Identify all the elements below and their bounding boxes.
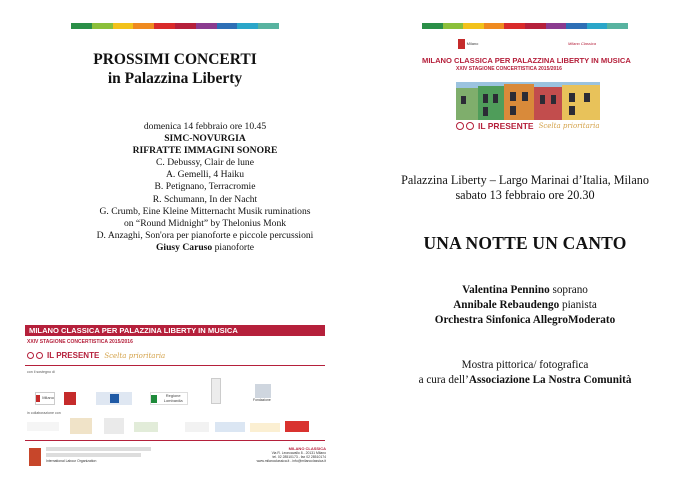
text-line: [46, 453, 141, 457]
foundation-icon: [255, 384, 271, 398]
crest-icon: [36, 395, 40, 402]
sponsor-logo: Milano: [35, 392, 55, 405]
right-page: [350, 0, 700, 495]
presente-label: IL PRESENTE: [47, 351, 100, 360]
color-swatch: [175, 23, 196, 29]
partner-logo: [134, 422, 158, 432]
color-swatch: [217, 23, 238, 29]
divider: [25, 365, 325, 366]
sponsor-mark-icon: [110, 394, 119, 403]
left-presente: [27, 351, 165, 360]
scelta-label: Scelta prioritaria: [104, 351, 166, 360]
partner-logo: [250, 423, 280, 432]
sponsor-logo: Regione Lombardia: [150, 392, 188, 405]
performer-role: soprano: [552, 284, 588, 296]
color-swatch: [113, 23, 134, 29]
left-banner: MILANO CLASSICA PER PALAZZINA LIBERTY IN MUSICA: [25, 325, 325, 336]
partner-logo: [215, 422, 245, 432]
footer-contact: MILANO CLASSICA Via R. Leoncavallo 8 - 20131 Milano tel. 02 28510173 - fax 02 28510174 www.milanoclassica.it - info@milanoclassica.it: [256, 446, 326, 463]
milano-logo: Milano: [456, 37, 480, 51]
performer-line: [350, 284, 700, 296]
ilo-logo: [27, 446, 43, 468]
sponsor-logo: [96, 392, 132, 405]
program-work: G. Crumb, Eine Kleine Mitternacht Musik ruminations: [99, 205, 311, 217]
color-swatch: [484, 23, 505, 29]
spiral-icon: [466, 122, 474, 130]
milano-classica-logo: Milano Classica: [562, 37, 602, 51]
program-performer: [60, 242, 350, 254]
color-swatch: [154, 23, 175, 29]
partner-heading: in collaborazione con: [27, 411, 61, 415]
performer-name: Annibale Rebaudengo: [453, 299, 560, 311]
left-heading-line1: PROSSIMI CONCERTI: [93, 51, 257, 68]
program-work: C. Debussy, Clair de lune: [156, 157, 254, 169]
color-swatch: [504, 23, 525, 29]
color-swatch: [133, 23, 154, 29]
datetime: sabato 13 febbraio ore 20.30: [455, 188, 595, 202]
building-image: [456, 82, 600, 120]
exhibit-prefix: a cura dell’: [418, 374, 469, 386]
color-swatch: [607, 23, 628, 29]
color-swatch: [92, 23, 113, 29]
exhibit-line2: [350, 374, 700, 386]
color-swatch: [525, 23, 546, 29]
palazzina-photo: [456, 82, 600, 120]
header-title: MILANO CLASSICA PER PALAZZINA LIBERTY IN MUSICA: [422, 56, 631, 65]
color-swatch: [258, 23, 279, 29]
partner-logo: [70, 418, 92, 434]
color-swatch: [443, 23, 464, 29]
concert-program: [60, 121, 350, 254]
spiral-icon: [456, 122, 464, 130]
left-color-bar: [71, 23, 279, 29]
partner-logo: [27, 422, 59, 431]
venue: Palazzina Liberty – Largo Marinai d’Italia, Milano: [401, 173, 649, 187]
color-swatch: [196, 23, 217, 29]
program-work: B. Petignano, Terracromie: [154, 181, 256, 193]
left-heading-line2: in Palazzina Liberty: [107, 70, 243, 87]
performer-role: pianoforte: [214, 241, 255, 253]
crest-icon: [458, 39, 465, 49]
performer-name: Valentina Pennino: [462, 284, 550, 296]
program-work: R. Schumann, In der Nacht: [152, 193, 258, 205]
exhibit-line1: Mostra pittorica/ fotografica: [461, 359, 589, 371]
presente-label: IL PRESENTE: [478, 121, 534, 131]
color-swatch: [587, 23, 608, 29]
color-swatch: [546, 23, 567, 29]
right-color-bar: [422, 23, 628, 29]
left-banner-subtitle: XXIV STAGIONE CONCERTISTICA 2015/2016: [27, 339, 133, 345]
program-work: on “Round Midnight” by Thelonius Monk: [123, 217, 287, 229]
color-swatch: [71, 23, 92, 29]
partner-logo: [285, 421, 309, 432]
color-swatch: [566, 23, 587, 29]
concert-title: UNA NOTTE UN CANTO: [423, 233, 627, 253]
performer-name: Orchestra Sinfonica AllegroModerato: [434, 314, 616, 326]
color-swatch: [422, 23, 443, 29]
spiral-icon: [36, 352, 43, 359]
program-date: domenica 14 febbraio ore 10.45: [143, 121, 267, 132]
tree-icon: [29, 448, 41, 466]
exhibit-org: Associazione La Nostra Comunità: [468, 374, 632, 386]
performer-role: pianista: [561, 299, 597, 311]
text-line: [46, 447, 151, 451]
partner-logo: [104, 418, 124, 434]
scelta-label: Scelta prioritaria: [538, 122, 600, 130]
right-presente: [456, 121, 600, 131]
sponsor-caption: Fondazione: [253, 398, 271, 402]
program-title: RIFRATTE IMMAGINI SONORE: [132, 145, 278, 157]
footer-note: International Labour Organization: [46, 447, 151, 463]
sponsor-heading: con il sostegno di: [27, 370, 55, 374]
performer-name: Giusy Caruso: [155, 241, 213, 253]
color-swatch: [463, 23, 484, 29]
partner-logo: [185, 422, 209, 432]
program-work: D. Anzaghi, Son'ora per pianoforte e piccole percussioni: [96, 229, 314, 241]
program-ensemble: SIMC-NOVURGIA: [164, 133, 246, 145]
performer-line: [350, 314, 700, 326]
sponsor-logo: [64, 392, 76, 405]
performer-line: [350, 299, 700, 311]
rose-icon: [151, 395, 157, 403]
color-swatch: [237, 23, 258, 29]
header-subtitle: XXIV STAGIONE CONCERTISTICA 2015/2016: [456, 66, 562, 72]
sponsor-logo: [211, 378, 221, 404]
divider: [25, 440, 325, 441]
spiral-icon: [27, 352, 34, 359]
program-work: A. Gemelli, 4 Haiku: [165, 169, 245, 181]
